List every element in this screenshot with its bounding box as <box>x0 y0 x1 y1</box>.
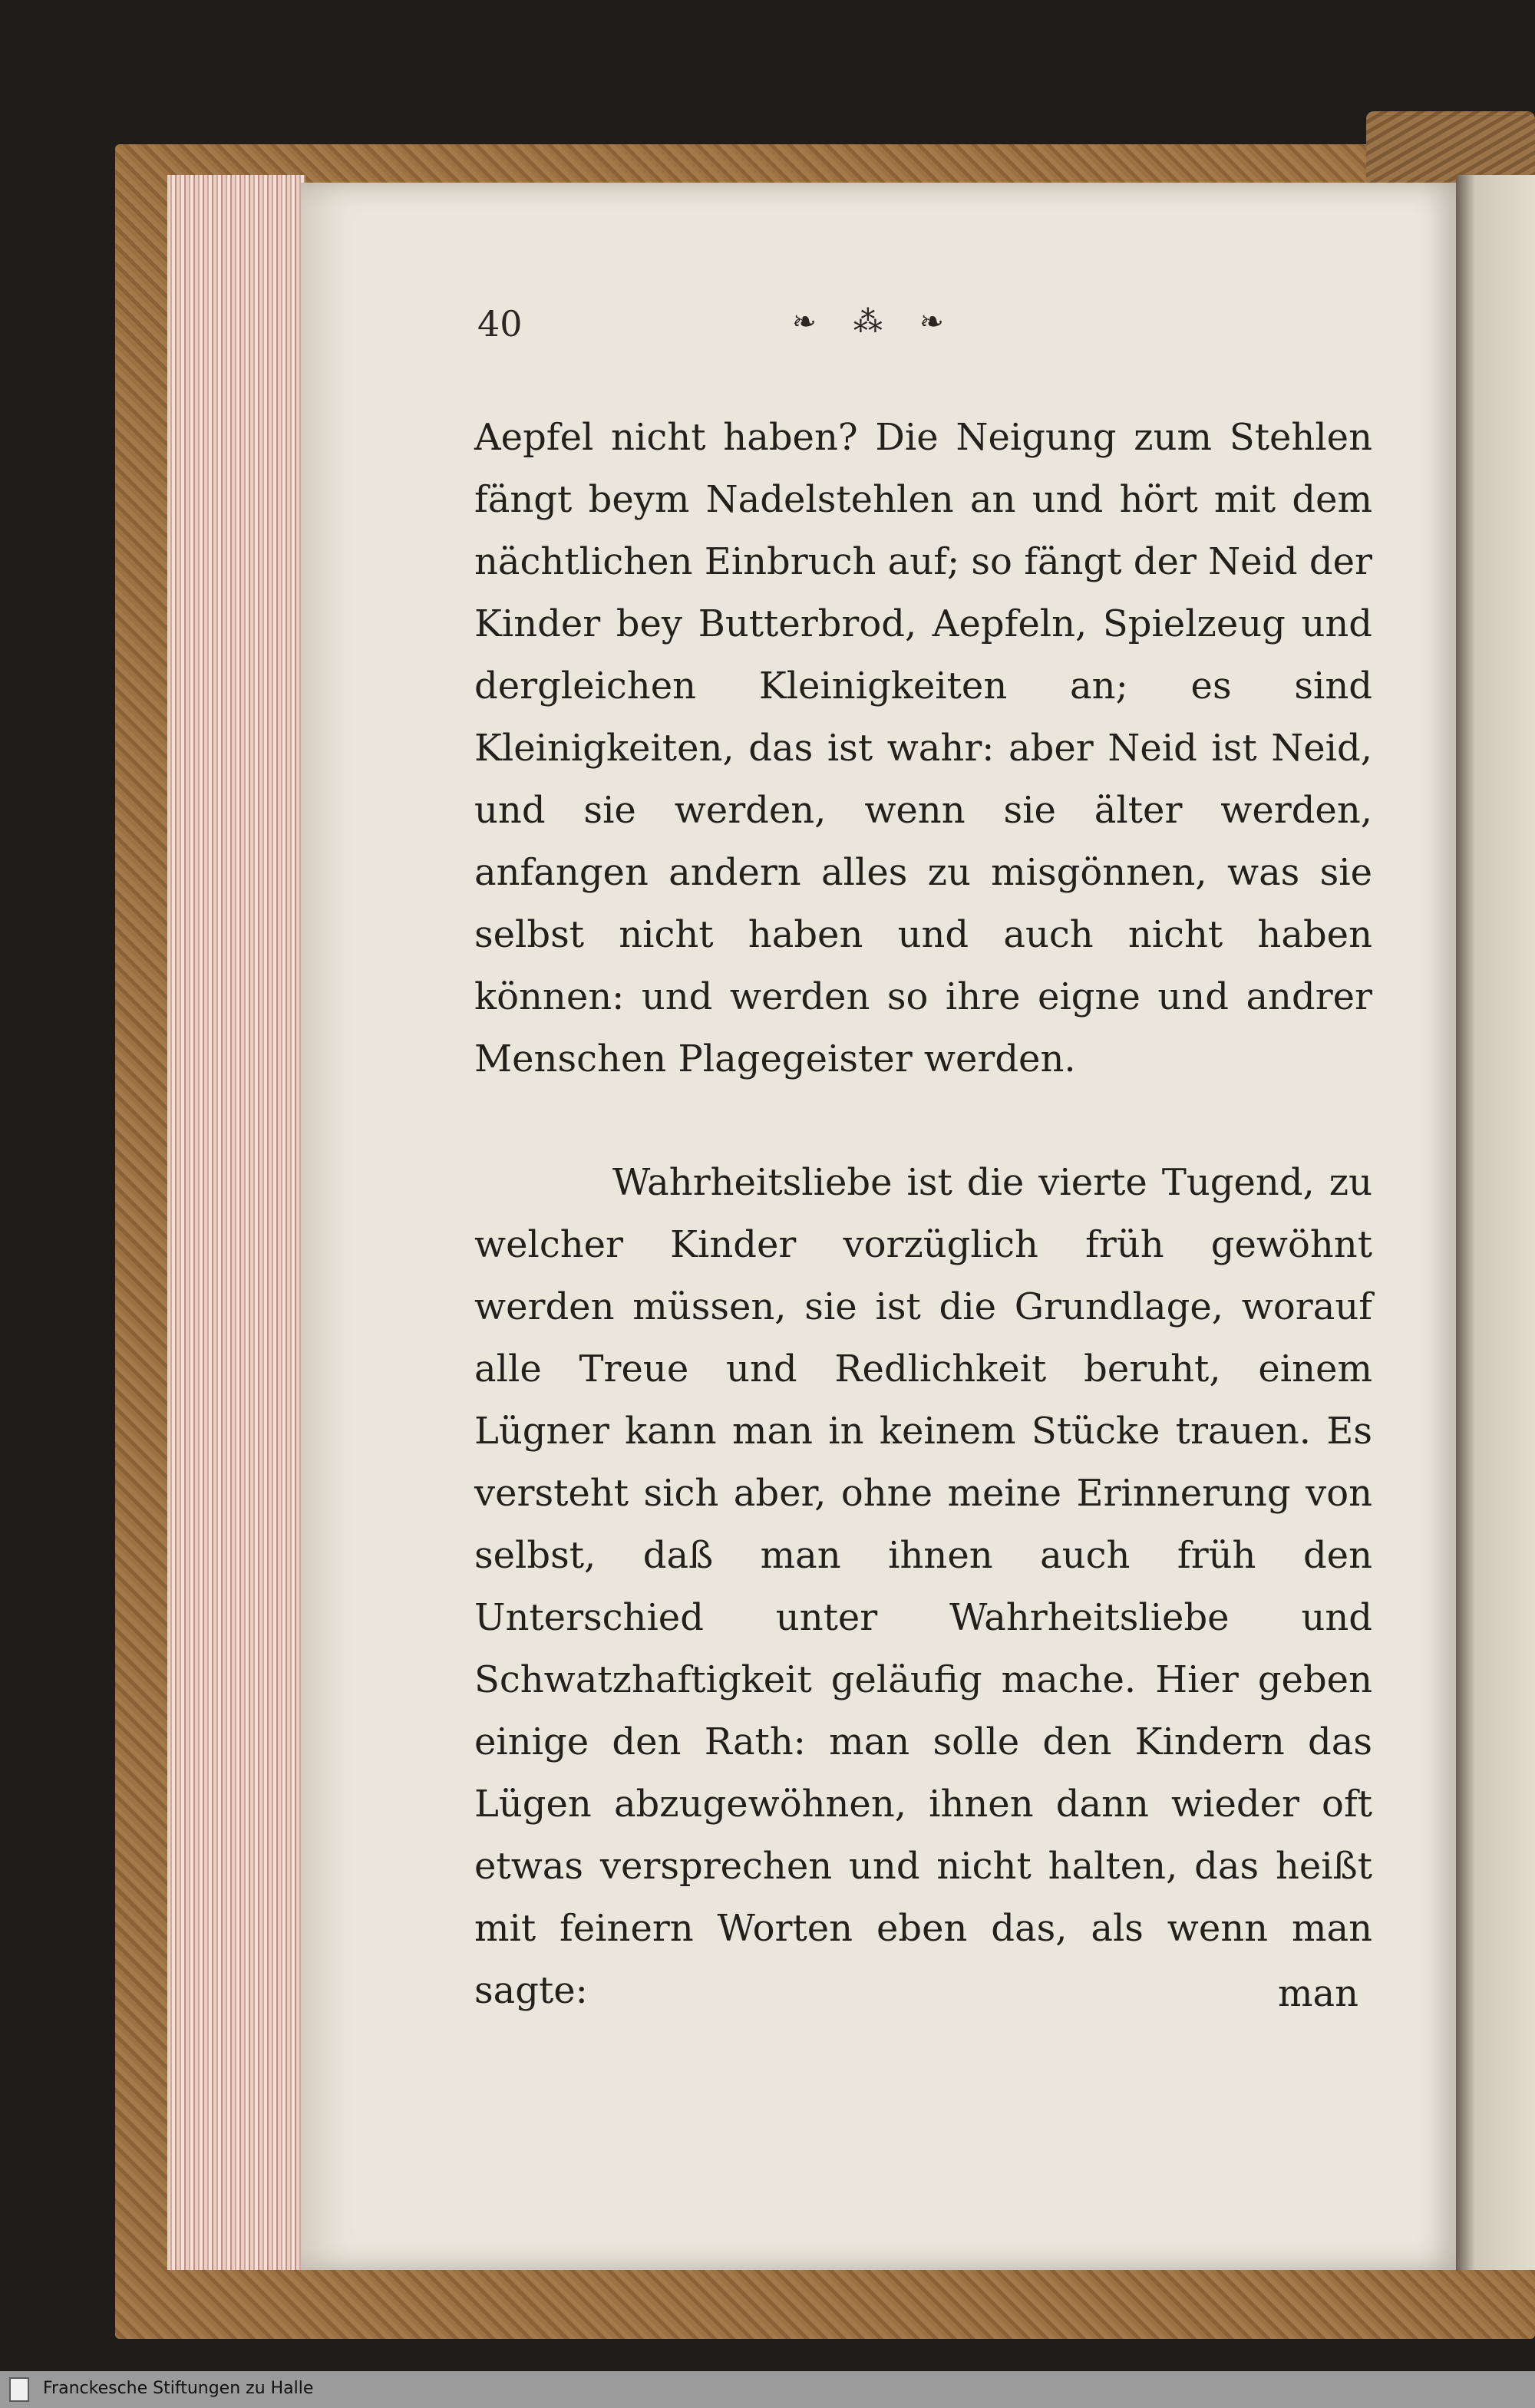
institution-name: Franckesche Stiftungen zu Halle <box>43 2379 314 2398</box>
page-edges <box>167 175 305 2270</box>
body-text <box>474 407 1372 2022</box>
footer-bar <box>0 2371 1535 2408</box>
institution-logo-icon <box>9 2377 29 2402</box>
paragraph-2: Wahrheitsliebe ist die vierte Tugend, zu welcher Kinder vorzüglich früh gewöhnt werden müssen, sie ist die Grundlage, worauf alle Treue und Redlichkeit beruht, einem Lügner kann man in keinem Stücke trauen. Es versteht sich aber, ohne meine Erinnerung von selbst, daß man ihnen auch früh den Unterschied unter Wahrheitsliebe und Schwatzhaftigkeit geläufig mache. Hier geben einige den Rath: man solle den Kindern das Lügen abzugewöhnen, ihnen dann wieder oft etwas versprechen und nicht halten, das heißt mit feinern Worten eben das, als wenn man sagte: <box>474 1161 1372 2012</box>
header-ornament: ❧ ⁂ ❧ <box>792 305 958 338</box>
paragraph-1: Aepfel nicht haben? Die Neigung zum Stehlen fängt beym Nadelstehlen an und hört mit dem nächtlichen Einbruch auf; so fängt der Neid der Kinder bey Butterbrod, Aepfeln, Spielzeug und dergleichen Kleinigkeiten an; es sind Kleinigkeiten, das ist wahr: aber Neid ist Neid, und sie werden, wenn sie älter werden, anfangen andern alles zu misgönnen, was sie selbst nicht haben und auch nicht haben können: und werden so ihre eigne und andrer Menschen Plagegeister werden. <box>474 416 1372 1080</box>
page-header <box>477 303 1398 357</box>
page-number: 40 <box>477 303 523 345</box>
facing-page-edge <box>1456 175 1535 2270</box>
catchword: man <box>1277 1972 1358 2015</box>
